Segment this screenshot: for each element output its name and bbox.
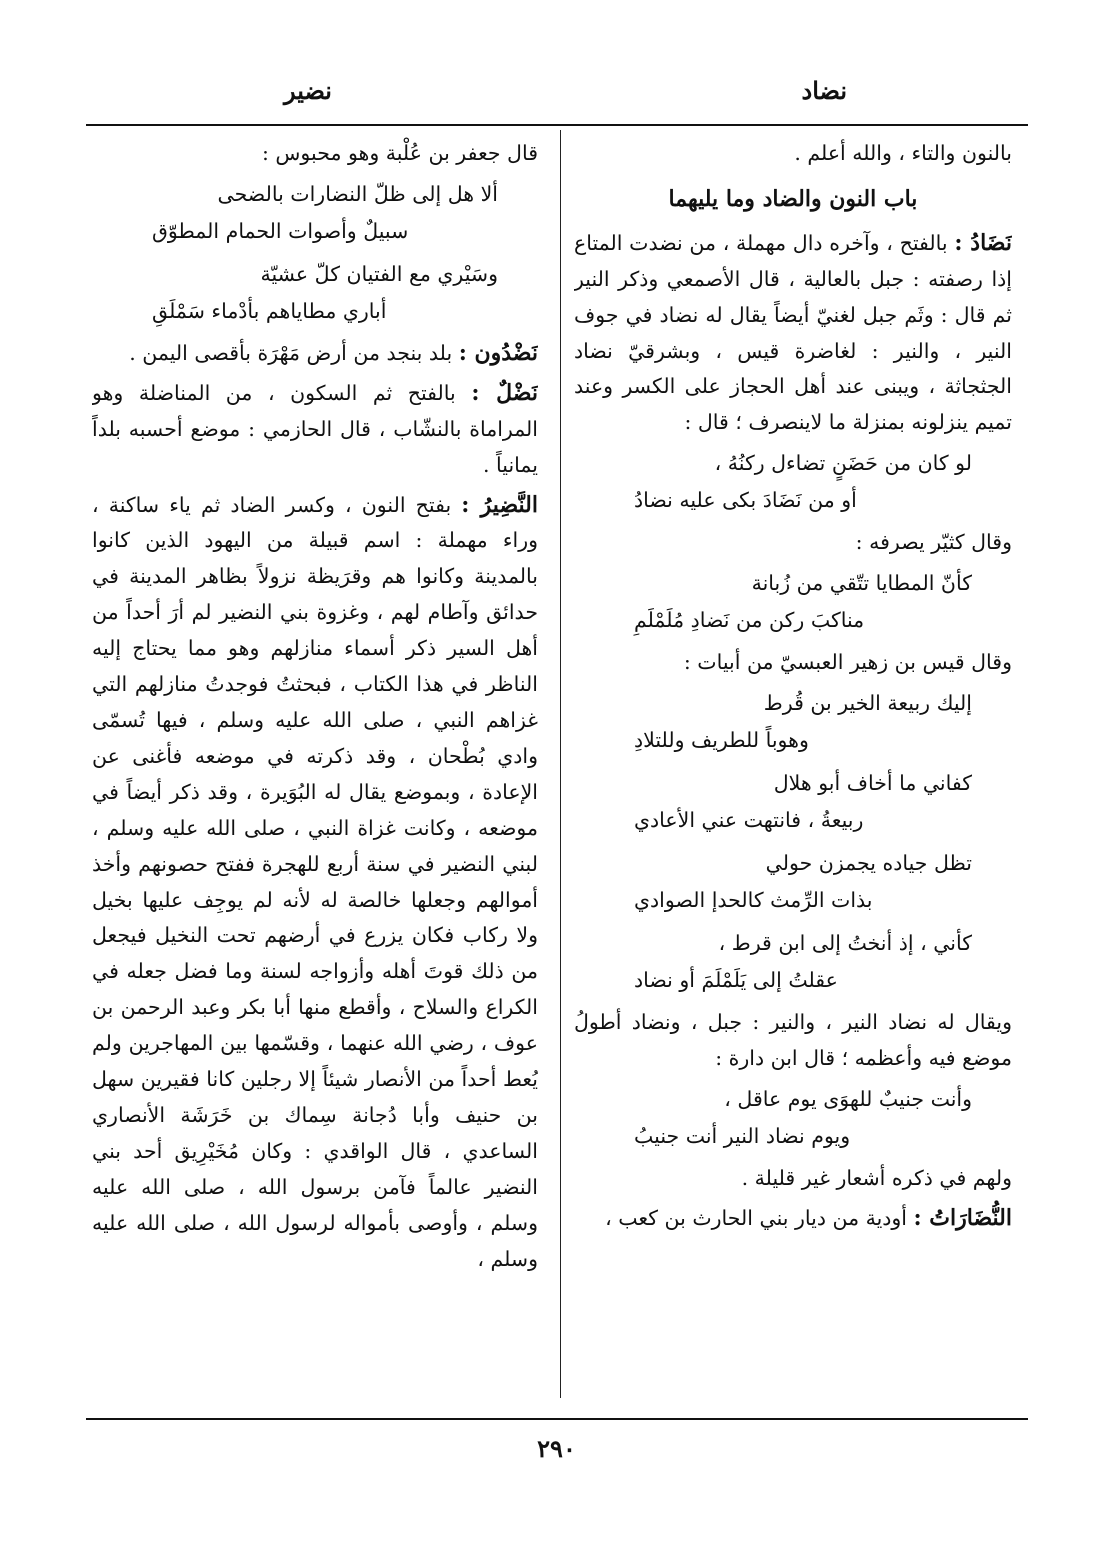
entry-nadl [92, 376, 538, 484]
verse [574, 685, 1012, 759]
right-column [574, 136, 1012, 1406]
verse [574, 1081, 1012, 1155]
verse [574, 565, 1012, 639]
entry-text: أودية من ديار بني الحارث بن كعب ، [605, 1205, 907, 1230]
verse [574, 845, 1012, 919]
hemistich: وسَيْري مع الفتيان كلّ عشيّة [260, 261, 498, 286]
paragraph: ويقال له نضاد النير ، والنير : جبل ، ونضاد أطولُ موضع فيه وأعظمه ؛ قال ابن دارة : [574, 1010, 1012, 1070]
hemistich: كأني ، إذ أنختُ إلى ابن قرط ، [718, 931, 972, 956]
hemistich: تظل جياده يجمزن حولي [765, 851, 972, 876]
page-number: ٢٩٠ [537, 1434, 576, 1463]
hemistich: كأنّ المطايا تتّقي من زُبانة [751, 571, 972, 596]
hemistich: ألا هل إلى ظلّ النضارات بالضحى [217, 181, 498, 206]
verse-intro: وقال كثيّر يصرفه : [855, 530, 1012, 555]
verse-intro: وقال قيس بن زهير العبسيّ من أبيات : [683, 650, 1012, 675]
hemistich: وأنت جنيبٌ للهوَى يوم عاقل ، [724, 1086, 972, 1111]
left-column [92, 136, 538, 1406]
running-head-right: نضاد [801, 76, 847, 105]
hemistich: أو من نَضَادَ بكى عليه نضادُ [634, 488, 857, 513]
hemistich: سبيلٌ وأصوات الحمام المطوّق [152, 218, 409, 243]
running-head-left: نضير [284, 76, 332, 105]
headword: نَضْلٌ : [471, 379, 538, 406]
opening-line: بالنون والتاء ، والله أعلم . [794, 141, 1012, 165]
verse [574, 925, 1012, 999]
headword: نَضَادُ : [954, 229, 1012, 256]
hemistich: وهوباً للطريف وللتلادِ [634, 728, 809, 753]
hemistich: لو كان من حَضَنٍ تضاءل ركنُهُ ، [714, 451, 972, 476]
paragraph: ولهم في ذكره أشعار غير قليلة . [741, 1165, 1012, 1190]
hemistich: عقلتُ إلى يَلَمْلَمَ أو نضاد [634, 968, 838, 993]
hemistich: مناكبَ ركن من نَضادِ مُلَمْلَمِ [634, 608, 865, 633]
headword: النَّضِيرُ : [461, 491, 538, 518]
entry-text: بالفتح ثم السكون ، من المناضلة وهو المراماة بالنشّاب ، قال الحازمي : موضع أحسبه بلداً يمانياً . [92, 380, 538, 477]
section-title: باب النون والضاد وما يليهما [668, 185, 918, 212]
headword: نَضْدُون : [458, 339, 538, 366]
verse [574, 765, 1012, 839]
verse-intro: قال جعفر بن عُلْبة وهو محبوس : [261, 141, 538, 165]
hemistich: بذات الرِّمث كالحدإ الصوادي [634, 888, 873, 913]
entry-text: بالفتح ، وآخره دال مهملة ، من نضدت المتاع إذا رصفته : جبل بالعالية ، قال الأصمعي وذكر النير ثم قال : وثَم جبل لغنيّ أيضاً يقال له نضاد في جوف النير ، والنير : لغاضرة قيس ، وبشرقيّ نضاد الجثجاثة ، ويبنى عند أهل الحجاز على الكسر وعند تميم ينزلونه بمنزلة ما لاينصرف ؛ قال : [574, 230, 1012, 435]
headword: النُّضَارَاتُ : [913, 1204, 1012, 1231]
footer-rule [86, 1418, 1028, 1420]
entry-naddun [92, 336, 538, 372]
header-rule [86, 124, 1028, 126]
entry-nudarat [574, 1201, 1012, 1237]
hemistich: ويوم نضاد النير أنت جنيبُ [634, 1123, 851, 1148]
entry-text: بلد بنجد من أرض مَهْرَة بأقصى اليمن . [129, 340, 453, 365]
hemistich: أباري مطاياهم بأدْماء سَمْلَقِ [152, 298, 387, 323]
entry-text: بفتح النون ، وكسر الضاد ثم ياء ساكنة ، وراء مهملة : اسم قبيلة من اليهود الذين كانوا بالمدينة وكانوا هم وقرَيظة نزولاً بظاهر المدينة في حدائق وآطام لهم ، وغزوة بني النضير لم أرَ أحداً من أهل السير ذكر أسماء منازلهم وهو مما يحتاج إليه الناظر في هذا الكتاب ، فبحثتُ فوجدتُ منازلهم التي غزاهم النبي ، صلى الله عليه وسلم ، فيها تُسمّى وادي بُطْحان ، وقد ذكرته في موضعه فأغنى عن الإعادة ، وبموضع يقال له البُوَيرة ، وقد ذكر أيضاً في موضعه ، وكانت غزاة النبي ، صلى الله عليه وسلم ، لبني النضير في سنة أربع للهجرة ففتح حصونهم وأخذ أموالهم وجعلها خالصة له لأنه لم يوجِف عليها بخيل ولا ركاب فكان يزرع في أرضهم تحت النخيل فيجعل من ذلك قوتَ أهله وأزواجه لسنة وما فضل جعله في الكراع والسلاح ، وأقطع منها أبا بكر وعبد الرحمن بن عوف ، رضي الله عنهما ، وقسّمها بين المهاجرين ولم يُعط أحداً من الأنصار شيئاً إلا رجلين كانا فقيرين سهل بن حنيف وأبا دُجانة سِماك بن خَرَشَة الأنصاري الساعدي ، قال الواقدي : وكان مُخَيْرِيق أحد بني النضير عالماً فآمن برسول الله ، صلى الله عليه وسلم ، وأوصى بأمواله لرسول الله ، صلى الله عليه وسلم ، [92, 492, 538, 1271]
entry-nadad [574, 226, 1012, 441]
entry-nadir [92, 488, 538, 1278]
hemistich: ربيعةُ ، فانتهت عني الأعادي [634, 808, 864, 833]
verse [574, 445, 1012, 519]
verse [92, 176, 538, 250]
hemistich: إليك ربيعة الخير بن قُرط [763, 691, 972, 716]
hemistich: كفاني ما أخاف أبو هلال [773, 771, 972, 796]
column-divider [560, 130, 561, 1398]
verse [92, 256, 538, 330]
